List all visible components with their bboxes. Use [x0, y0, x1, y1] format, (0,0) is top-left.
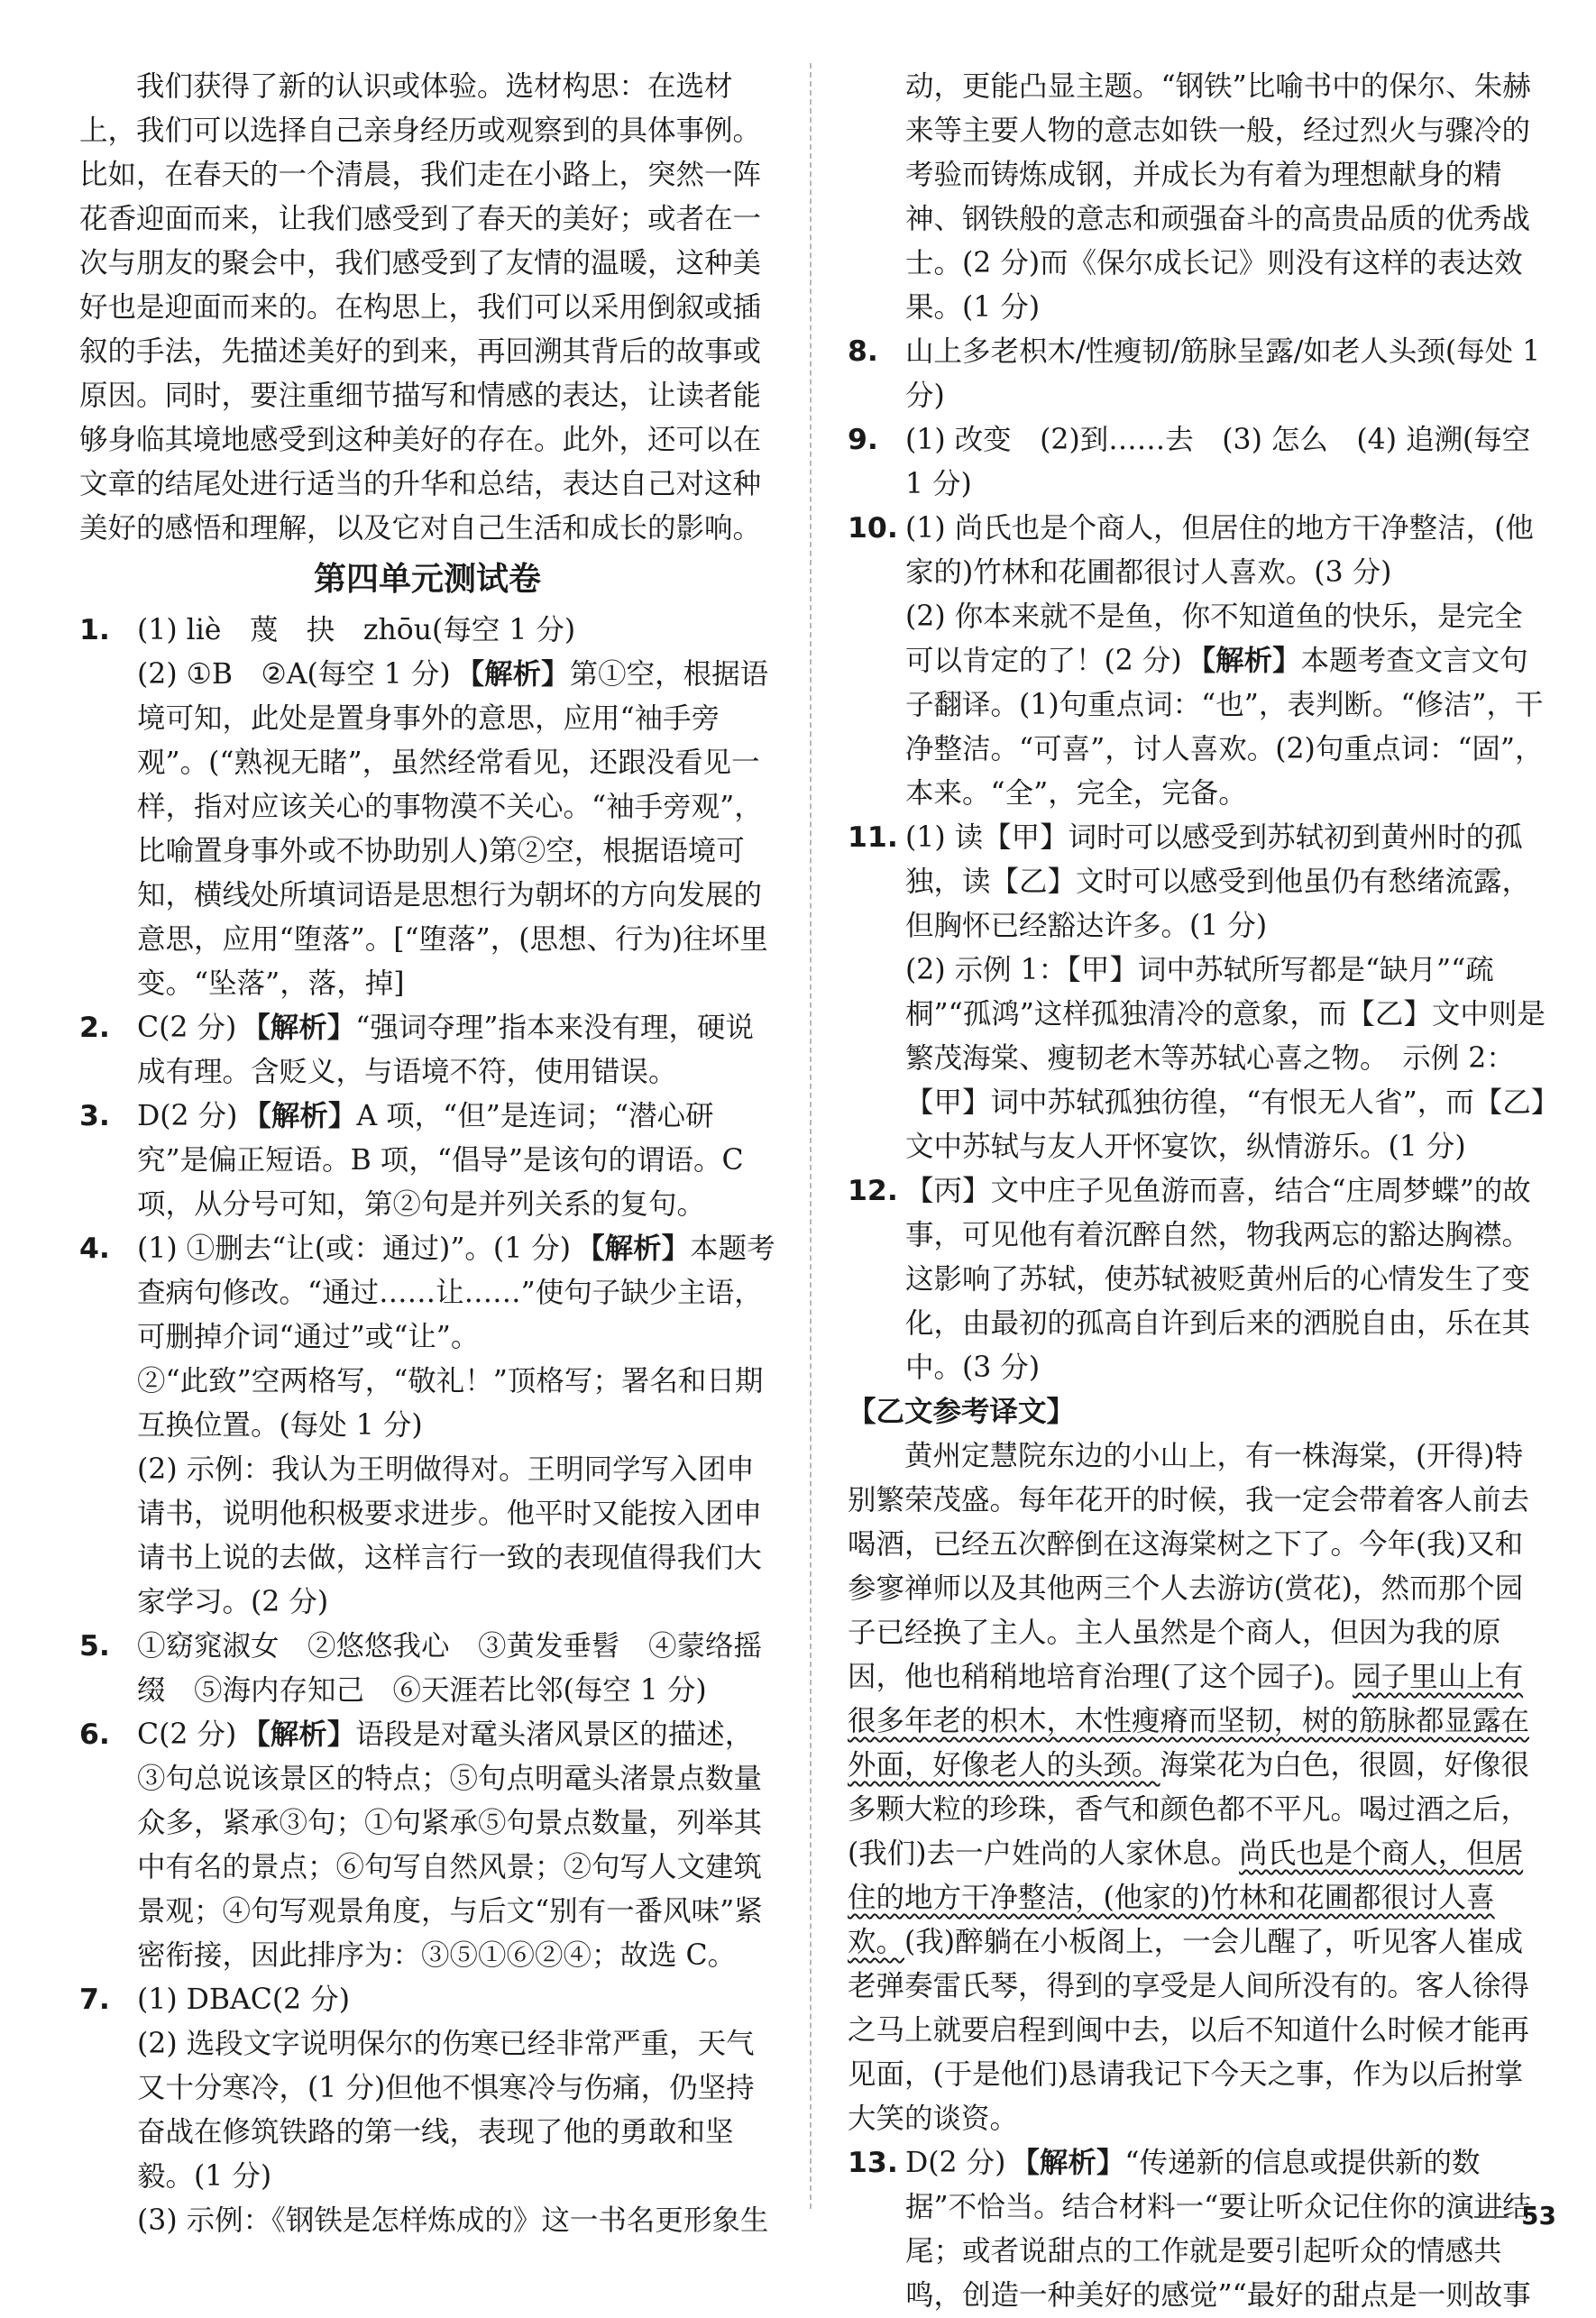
item-number: 13.: [848, 2147, 898, 2179]
answer-line: (1) liè 蔑 抉 zhōu(每空 1 分): [137, 614, 576, 646]
analysis-tag: 【解析】: [1011, 2147, 1125, 2179]
answer-line: (2) 你本来就不是鱼，你不知道鱼的快乐，是完全可以肯定的了！(2 分) 【解析】本题考查文言文句子翻译。(1)句重点词：“也”，表判断。“修洁”，干净整洁。“可喜”，讨人喜欢。(2)句重点词：“固”，本来。“全”，完全，完备。: [905, 600, 1544, 810]
answer-item: [79, 1978, 775, 2243]
answer-line: C(2 分) 【解析】语段是对鼋头渚风景区的描述，③句总说该景区的特点；⑤句点明鼋头渚景点数量众多，紧承③句；①句紧承⑤句景点数量，列举其中有名的景点；⑥句写自然风景；②句写人文建筑景观；④句写观景角度，与后文“别有一番风味”紧密衔接，因此排序为：③⑤①⑥②④；故选 C。: [137, 1718, 763, 1972]
analysis-tag: 【解析】: [455, 658, 570, 691]
column-divider: [810, 63, 812, 2209]
item-number: 10.: [848, 512, 898, 545]
answer-line: (2) ①B ②A(每空 1 分) 【解析】第①空，根据语境可知，此处是置身事外的意思，应用“袖手旁观”。(“熟视无睹”，虽然经常看见，还跟没看见一样，指对应该关心的事物漠不关心。“袖手旁观”，比喻置身事外或不协助别人)第②空，根据语境可知，横线处所填词语是思想行为朝坏的方向发展的意思，应用“堕落”。[“堕落”，(思想、行为)往坏里变。“坠落”，落，掉]: [137, 658, 769, 1000]
item-number: 2.: [79, 1012, 110, 1044]
answer-item: [79, 1625, 775, 1713]
answer-line: (1) ①删去“让(或：通过)”。(1 分) 【解析】本题考查病句修改。“通过……让……”使句子缺少主语，可删掉介词“通过”或“让”。: [137, 1232, 775, 1353]
answer-item: [848, 418, 1546, 507]
answer-line: ②“此致”空两格写，“敬礼！”顶格写；署名和日期互换位置。(每处 1 分): [137, 1365, 764, 1442]
answer-line: (1) DBAC(2 分): [137, 1984, 351, 2016]
underlined-sentence: 尚氏也是个商人，但居住的地方干净整洁，(他家的)竹林和花圃都很讨人喜欢。: [848, 1837, 1524, 1958]
reference-translation-title: 【乙文参考译文】: [848, 1396, 1076, 1428]
answer-item: [79, 1095, 775, 1227]
answer-line: (1) 改变 (2)到……去 (3) 怎么 (4) 追溯(每空 1 分): [905, 424, 1531, 500]
item-number: 7.: [79, 1984, 110, 2016]
item-number: 8.: [848, 335, 878, 368]
answer-item: [848, 1169, 1546, 1390]
answer-item: [79, 1006, 775, 1095]
right-column: [848, 65, 1546, 2318]
answer-line: ①窈窕淑女 ②悠悠我心 ③黄发垂髫 ④蒙络摇缀 ⑤海内存知己 ⑥天涯若比邻(每空 1 分): [137, 1630, 763, 1707]
answer-7-continued: 动，更能凸显主题。“钢铁”比喻书中的保尔、朱赫来等主要人物的意志如铁一般，经过烈火与骤冷的考验而铸炼成钢，并成长为有着为理想献身的精神、钢铁般的意志和顽强奋斗的高贵品质的优秀战士。(2 分)而《保尔成长记》则没有这样的表达效果。(1 分): [905, 70, 1531, 324]
section-title: 第四单元测试卷: [313, 561, 541, 598]
intro-paragraph: 我们获得了新的认识或体验。选材构思：在选材上，我们可以选择自己亲身经历或观察到的具体事例。比如，在春天的一个清晨，我们走在小路上，突然一阵花香迎面而来，让我们感受到了春天的美好；或者在一次与朋友的聚会中，我们感受到了友情的温暖，这种美好也是迎面而来的。在构思上，我们可以采用倒叙或插叙的手法，先描述美好的到来，再回溯其背后的故事或原因。同时，要注重细节描写和情感的表达，让读者能够身临其境地感受到这种美好的存在。此外，还可以在文章的结尾处进行适当的升华和总结，表达自己对这种美好的感悟和理解，以及它对自己生活和成长的影响。: [79, 70, 762, 545]
answer-line: (2) 示例：我认为王明做得对。王明同学写入团申请书，说明他积极要求进步。他平时又能按入团申请书上说的去做，这样言行一致的表现值得我们大家学习。(2 分): [137, 1453, 763, 1618]
answer-item: [848, 507, 1546, 816]
analysis-tag: 【解析】: [242, 1718, 356, 1751]
answer-item: [79, 1713, 775, 1978]
item-number: 9.: [848, 424, 878, 456]
left-column: [79, 65, 775, 2243]
page-number: 53: [1474, 2201, 1556, 2231]
answer-item: [79, 609, 775, 1006]
answer-item: 13. D(2 分) 【解析】“传递新的信息或提供新的数据”不恰当。结合材料一“要让听众记住你的演讲结尾；或者说甜点的工作就是要引起听众的情感共鸣，创造一种美好的感觉”“最好的甜点是一则故事: [848, 2141, 1546, 2318]
answer-line: (3) 示例：《钢铁是怎样炼成的》这一书名更形象生: [137, 2204, 769, 2237]
item-number: 11.: [848, 821, 898, 854]
analysis-tag: 【解析】: [1187, 645, 1301, 677]
answer-line: D(2 分) 【解析】A 项，“但”是连词；“潜心研究”是偏正短语。B 项，“倡导”是该句的谓语。C 项，从分号可知，第②句是并列关系的复句。: [137, 1100, 744, 1221]
item-number: 4.: [79, 1232, 110, 1265]
item-number: 1.: [79, 614, 110, 646]
answer-line: (2) 示例 1：【甲】词中苏轼所写都是“缺月”“疏桐”“孤鸿”这样孤独清冷的意象，而【乙】文中则是繁茂海棠、瘦韧老木等苏轼心喜之物。 示例 2：【甲】词中苏轼孤独彷徨，“有恨无人省”，而【乙】文中苏轼与友人开怀宴饮，纵情游乐。(1 分): [905, 954, 1546, 1163]
left-answer-list: [79, 609, 775, 2243]
item-number: 12.: [848, 1175, 898, 1207]
answer-line: (1) 尚氏也是个商人，但居住的地方干净整洁，(他家的)竹林和花圃都很讨人喜欢。(3 分): [905, 512, 1534, 589]
item-number: 6.: [79, 1718, 110, 1751]
analysis-tag: 【解析】: [242, 1012, 356, 1044]
item-number: 5.: [79, 1630, 110, 1663]
item-number: 3.: [79, 1100, 110, 1132]
answer-line: (2) 选段文字说明保尔的伤寒已经非常严重，天气又十分寒冷，(1 分)但他不惧寒冷与伤痛，仍坚持奋战在修筑铁路的第一线，表现了他的勇敢和坚毅。(1 分): [137, 2028, 755, 2193]
answer-line: (1) 读【甲】词时可以感受到苏轼初到黄州时的孤独，读【乙】文时可以感受到他虽仍有愁绪流露，但胸怀已经豁达许多。(1 分): [905, 821, 1531, 942]
answer-line: 【丙】文中庄子见鱼游而喜，结合“庄周梦蝶”的故事，可见他有着沉醉自然，物我两忘的豁达胸襟。这影响了苏轼，使苏轼被贬黄州后的心情发生了变化，由最初的孤高自许到后来的洒脱自由，乐在其中。(3 分): [905, 1175, 1531, 1384]
underlined-sentence: 园子里山上有很多年老的枳木，木性瘦瘠而坚韧，树的筋脉都显露在外面，好像老人的头颈。: [848, 1661, 1530, 1782]
reference-translation: 黄州定慧院东边的小山上，有一株海棠，(开得)特别繁荣茂盛。每年花开的时候，我一定会带着客人前去喝酒，已经五次醉倒在这海棠树之下了。今年(我)又和参寥禅师以及其他两三个人去游访(赏花)，然而那个园子已经换了主人。主人虽然是个商人，但因为我的原因，他也稍稍地培育治理(了这个园子)。园子里山上有很多年老的枳木，木性瘦瘠而坚韧，树的筋脉都显露在外面，好像老人的头颈。海棠花为白色，很圆，好像很多颗大粒的珍珠，香气和颜色都不平凡。喝过酒之后，(我们)去一户姓尚的人家休息。尚氏也是个商人，但居住的地方干净整洁，(他家的)竹林和花圃都很讨人喜欢。(我)醉躺在小板阁上，一会儿醒了，听见客人崔成老弹奏雷氏琴，得到的享受是人间所没有的。客人徐得之马上就要启程到闽中去，以后不知道什么时候才能再见面，(于是他们)恳请我记下今天之事，作为以后拊掌大笑的谈资。: [848, 1440, 1530, 2135]
answer-item: [848, 330, 1546, 418]
right-answer-list: [848, 330, 1546, 1390]
answer-item: [79, 1227, 775, 1625]
answer-line: 山上多老枳木/性瘦韧/筋脉呈露/如老人头颈(每处 1 分): [905, 335, 1541, 412]
answer-item: [848, 816, 1546, 1169]
analysis-tag: 【解析】: [243, 1100, 357, 1132]
analysis-tag: 【解析】: [576, 1232, 691, 1265]
answer-line: C(2 分) 【解析】“强词夺理”指本来没有理，硬说成有理。含贬义，与语境不符，使用错误。: [137, 1012, 754, 1088]
